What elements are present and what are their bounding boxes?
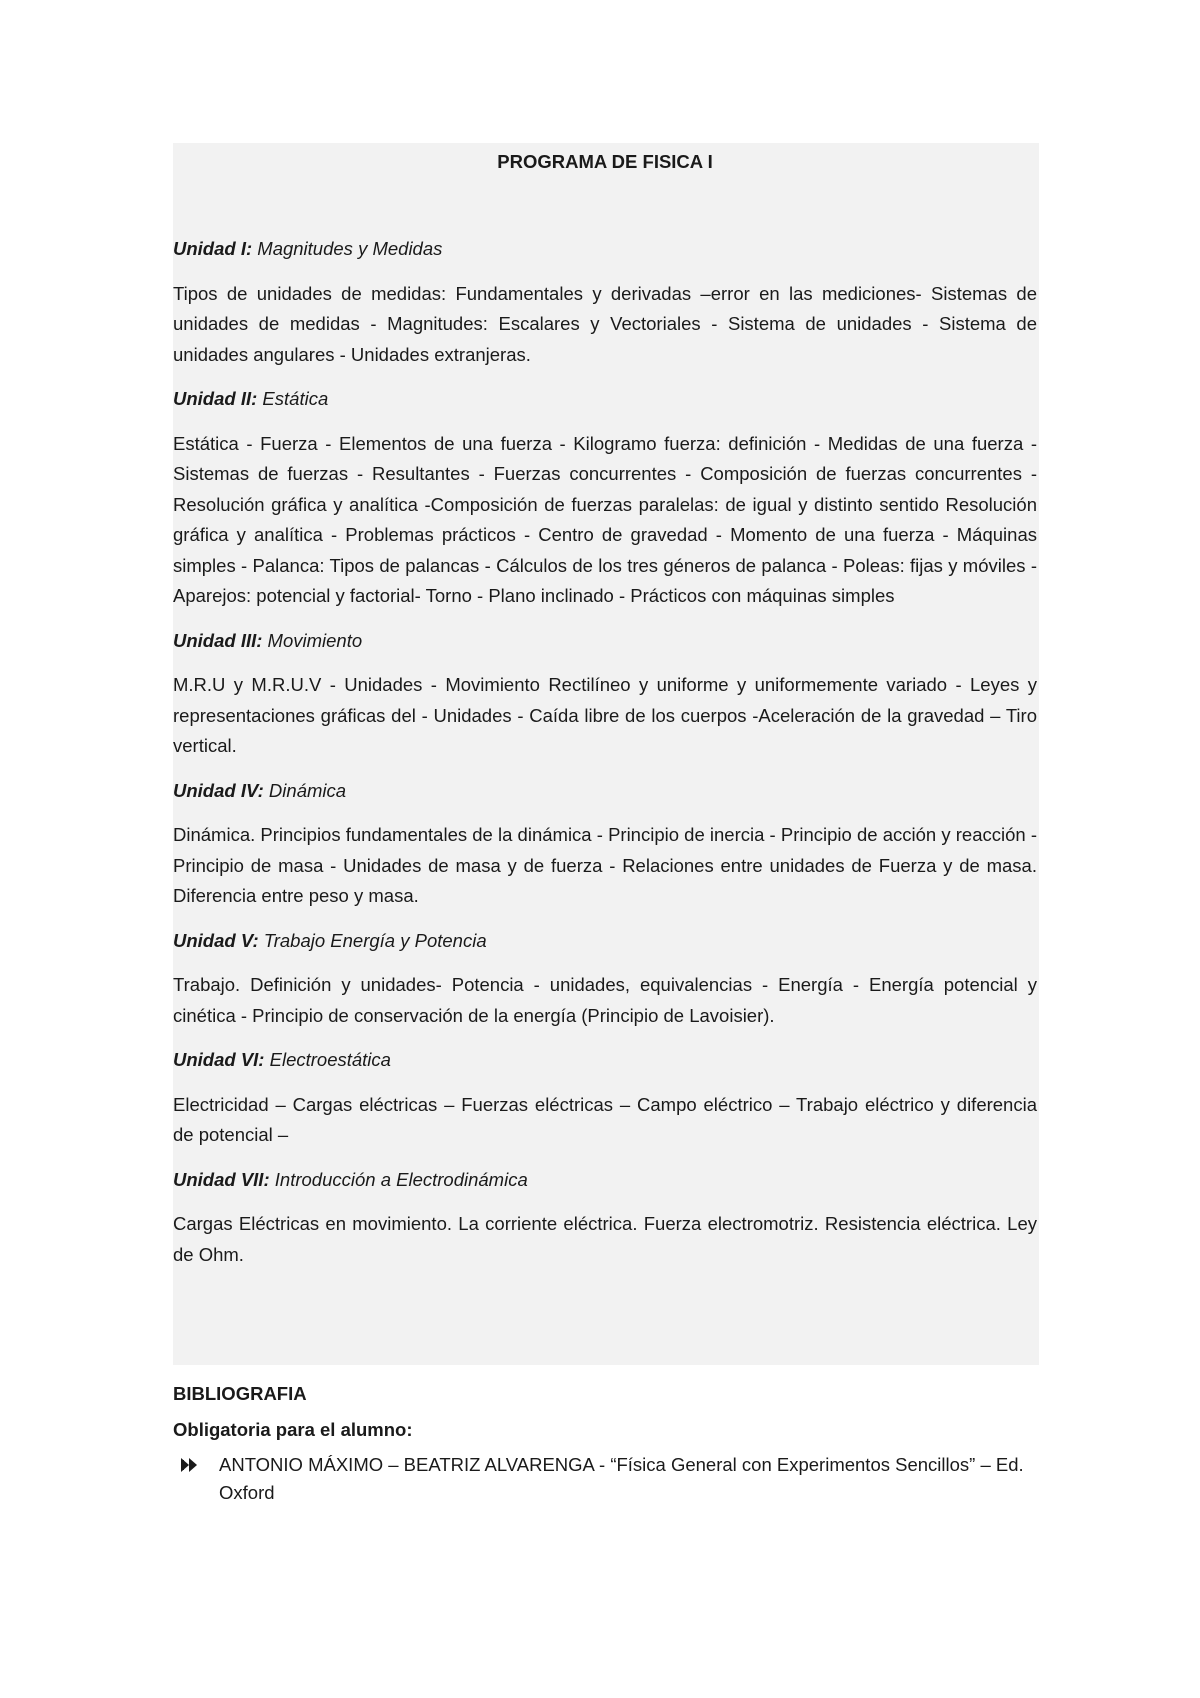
unit-name: Dinámica [263,779,347,801]
unit-body: Trabajo. Definición y unidades- Potencia - unidades, equivalencias - Energía - Energía potencial y cinética - Principio de conservación de la energía (Principio de Lavoisier). [173,974,1037,1026]
bibliography-section [173,1379,1039,1507]
unit-label: Unidad V: [173,929,259,951]
unit-label: Unidad I: [173,238,253,259]
bibliography-subtitle: Obligatoria para el alumno: [173,1419,413,1440]
unit-label: Unidad VII: [173,1168,270,1190]
unit-heading [173,776,1037,807]
bibliography-item-text: ANTONIO MÁXIMO – BEATRIZ ALVARENGA - “Física General con Experimentos Sencillos” – Ed. Oxford [219,1454,1024,1503]
unit-heading [173,1045,1037,1076]
unit-heading [173,384,1037,415]
unit-body: M.R.U y M.R.U.V - Unidades - Movimiento Rectilíneo y uniforme y uniformemente variado - Leyes y representaciones gráficas del - Unidades - Caída libre de los cuerpos -Aceleración de la gravedad – Tiro vertical. [173,674,1037,756]
unit-name: Magnitudes y Medidas [252,238,443,259]
unit-name: Estática [257,388,329,409]
unit-heading [173,1165,1037,1196]
unit-body: Tipos de unidades de medidas: Fundamentales y derivadas –error en las mediciones- Sistemas de unidades de medidas - Magnitudes: Escalares y Vectoriales - Sistema de unidades - Sistema de unidades angulares - Unidades extranjeras. [173,282,1037,365]
unit-body: Dinámica. Principios fundamentales de la dinámica - Principio de inercia - Principio de acción y reacción - Principio de masa - Unidades de masa y de fuerza - Relaciones entre unidades de Fuerza y de masa. Diferencia entre peso y masa. [173,824,1037,906]
unit-label: Unidad VI: [173,1049,265,1070]
unit-name: Trabajo Energía y Potencia [258,929,487,951]
program-content [173,148,1037,1284]
unit-label: Unidad III: [173,629,263,651]
page-title: PROGRAMA DE FISICA I [497,151,713,172]
unit-name: Introducción a Electrodinámica [269,1168,528,1190]
unit-body: Electricidad – Cargas eléctricas – Fuerzas eléctricas – Campo eléctrico – Trabajo eléctrico y diferencia de potencial – [173,1093,1037,1145]
unit-body: Estática - Fuerza - Elementos de una fuerza - Kilogramo fuerza: definición - Medidas de una fuerza - Sistemas de fuerzas - Resultantes - Fuerzas concurrentes - Composición de fuerzas concurrentes - Resolución gráfica y analítica -Composición de fuerzas paralelas: de igual y distinto sentido Resolución gráfica y analítica - Problemas prácticos - Centro de gravedad - Momento de una fuerza - Máquinas simples - Palanca: Tipos de palancas - Cálculos de los tres géneros de palanca - Poleas: fijas y móviles - Aparejos: potencial y factorial- Torno - Plano inclinado - Prácticos con máquinas simples [173,432,1037,606]
unit-body: Cargas Eléctricas en movimiento. La corriente eléctrica. Fuerza electromotriz. Resistencia eléctrica. Ley de Ohm. [173,1213,1037,1265]
unit-heading [173,234,1037,265]
bibliography-item [173,1451,1039,1507]
unit-name: Electroestática [264,1049,391,1070]
unit-name: Movimiento [262,629,363,651]
bibliography-title: BIBLIOGRAFIA [173,1383,307,1404]
unit-heading [173,626,1037,657]
unit-label: Unidad IV: [173,779,264,801]
unit-label: Unidad II: [173,388,258,409]
unit-heading [173,926,1037,957]
double-arrow-bullet-icon [181,1457,203,1473]
